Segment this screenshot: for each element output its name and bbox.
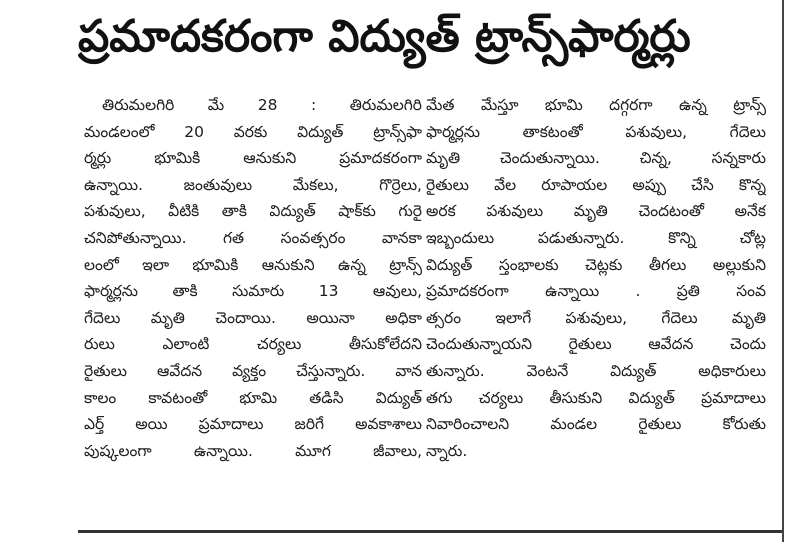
article-line: రైతులు వేల రూపాయల అప్పు చేసి కొన్న [426, 175, 766, 194]
article-line: లంలో ఇలా భూమికి ఆనుకుని ఉన్న ట్రాన్స్ [84, 255, 422, 274]
article-column-left [84, 92, 422, 464]
article-line: రులు ఎలాంటి చర్యలు తీసుకోలేదని [84, 335, 422, 354]
bottom-divider [78, 530, 782, 533]
column-divider [782, 0, 784, 542]
article-line: చెందుతున్నాయని రైతులు ఆవేదన చెందు [426, 335, 766, 354]
article-line: గేదెలు మృతి చెందాయి. అయినా అధికా [84, 308, 422, 327]
article-line: మృతి చెందుతున్నాయి. చిన్న, సన్నకారు [426, 149, 766, 168]
article-line: మేత మేస్తూ భూమి దగ్గరగా ఉన్న ట్రాన్స్ [426, 96, 766, 114]
article-line: తగు చర్యలు తీసుకుని విద్యుత్ ప్రమాదాలు [426, 388, 766, 407]
article-line: న్నారు. [426, 441, 468, 460]
article-line: త్సరం ఇలాగే పశువులు, గేదెలు మృతి [426, 308, 766, 327]
article-line: రైతులు ఆవేదన వ్యక్తం చేస్తున్నారు. వాన [84, 361, 422, 380]
article-line: మండలంలో 20 వరకు విద్యుత్ ట్రాన్స్‌ఫా [84, 122, 422, 141]
article-column-right [426, 92, 766, 464]
article-line: ఫార్మర్లను తాకటంతో పశువులు, గేదెలు [426, 122, 766, 141]
article-line: అరక పశువులు మృతి చెందటంతో అనేక [426, 202, 766, 221]
article-line: కాలం కావటంతో భూమి తడిసి విద్యుత్ [84, 388, 422, 407]
article-line: చనిపోతున్నాయి. గత సంవత్సరం వానకా [84, 228, 422, 247]
article-line: తిరుమలగిరి మే 28 : తిరుమలగిరి [102, 96, 422, 114]
article-line: ఫార్మర్లను తాకి సుమారు 13 ఆవులు, [84, 282, 422, 301]
article-line: విద్యుత్ స్తంభాలకు చెట్లకు తీగలు అల్లుకుని [426, 255, 766, 274]
article-line: తున్నారు. వెంటనే విద్యుత్ అధికారులు [426, 361, 766, 380]
article-line: నివారించాలని మండల రైతులు కోరుతు [426, 415, 766, 434]
article-line: ఇబ్బందులు పడుతున్నారు. కొన్ని చోట్ల [426, 228, 766, 247]
article-line: ప్రమాదకరంగా ఉన్నాయి . ప్రతి సంవ [426, 282, 766, 301]
article-headline: ప్రమాదకరంగా విద్యుత్ ట్రాన్స్‌ఫార్మర్లు [78, 11, 691, 62]
article-line: ఉన్నాయి. జంతువులు మేకలు, గొర్రెలు, [84, 175, 422, 194]
article-line: పుష్కలంగా ఉన్నాయి. మూగ జీవాలు, [84, 441, 422, 460]
article-line: ర్మర్లు భూమికి ఆనుకుని ప్రమాదకరంగా [84, 149, 422, 168]
article-line: ఎర్త్ అయి ప్రమాదాలు జరిగే అవకాశాలు [84, 415, 422, 434]
article-line: పశువులు, వీటికి తాకి విద్యుత్ షాక్‌కు గురై [84, 202, 422, 221]
